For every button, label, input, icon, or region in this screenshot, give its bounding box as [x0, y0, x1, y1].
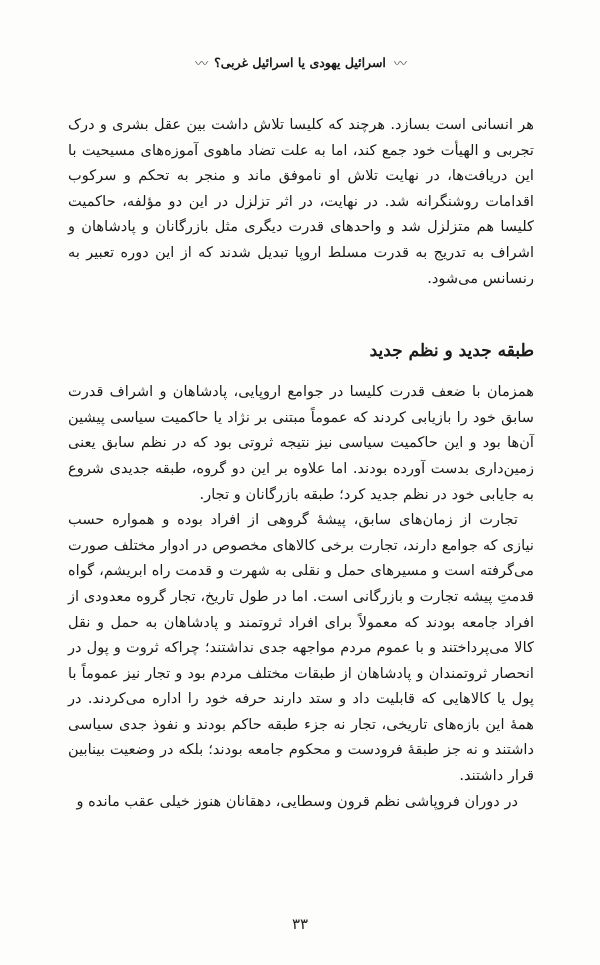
paragraph-3: در دوران فروپاشی نظم قرون وسطایی، دهقانان هنوز خیلی عقب مانده و — [76, 792, 518, 810]
page-number: ۳۳ — [291, 915, 309, 933]
running-title: اسرائیل یهودی یا اسرائیل غربی؟ — [214, 54, 386, 70]
paragraph-2: تجارت از زمان‌های سابق، پیشهٔ گروهی از افراد بوده و همواره حسب نیازی که جوامع دارند، تجارت برخی کالاهای مخصوص در ادوار مختلف صورت می‌گرفته است و مسیرهای حمل و نقلی به شهرت و قدمت راه ابریشم، گواه قدمتِ پیشه تجارت و بازرگانی است. اما در طول تاریخ، تجار گروه معدودی از افراد جامعه بودند که معمولاً برای افراد ثروتمند و پادشاهان به حمل و نقل کالا می‌پرداختند و با عموم مردم مواجهه جدی نداشتند؛ چراکه ثروت و پول در انحصار ثروتمندان و پادشاهان از طبقات مختلف مردم بود و تجار نیز عموماً با پول یا کالاهایی که قابلیت داد و ستد دارند حرفه خود را اداره می‌کردند. در همهٔ این بازه‌های تاریخی، تجار نه جزء طبقه حاکم بودند و نفوذ جدی سیاسی داشتند و نه جز طبقهٔ فرودست و محکوم جامعه بودند؛ بلکه در وضعیت بینابین قرار داشتند. — [68, 511, 534, 785]
running-head — [0, 48, 600, 76]
section-title: طبقه جدید و نظم جدید — [369, 341, 534, 362]
ornament-left: 〰 — [195, 56, 207, 72]
page-content — [68, 112, 534, 814]
paragraph-1: همزمان با ضعف قدرت کلیسا در جوامع اروپایی، پادشاهان و اشراف قدرت سابق خود را بازیابی کردند که عموماً مبتنی بر نژاد یا حاکمیت سیاسی پیشین آن‌ها بود و این حاکمیت سیاسی نیز نتیجه ثروتی بود که در نظم سابق یعنی زمین‌داری بدست آورده بودند. اما علاوه بر این دو گروه، طبقه جدیدی شروع به جایابی خود در نظم جدید کرد؛ طبقه بازرگانان و تجار. — [68, 383, 534, 503]
ornament-right: 〰 — [393, 56, 405, 72]
paragraph-intro: هر انسانی است بسازد. هرچند که کلیسا تلاش داشت بین عقل بشری و درک تجربی و الهیأت خود جمع کند، اما به علت تضاد ماهوی آموزه‌های مسیحیت با این دریافت‌ها، در نهایت تلاش او ناموفق ماند و منجر به تحکم و سرکوب اقدامات روشنگرانه شد. در نهایت، در اثر تزلزل در این دو مؤلفه، حاکمیت کلیسا هم متزلزل شد و واحدهای قدرت دیگری مثل بازرگانان و پادشاهان و اشراف به تدریج به قدرت مسلط اروپا تبدیل شدند که از این دوره تعبیر به رنسانس می‌شود. — [68, 116, 534, 287]
